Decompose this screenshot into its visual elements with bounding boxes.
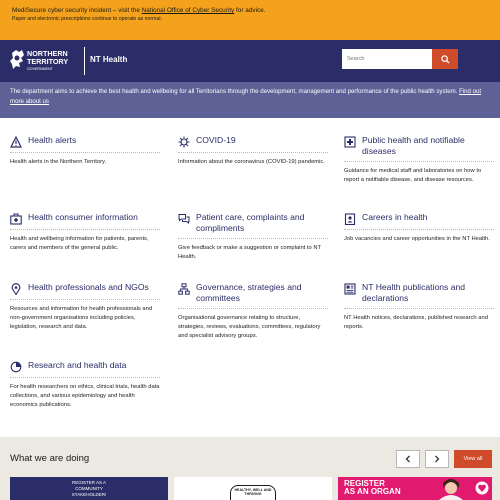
what-we-are-doing-section [0,437,500,500]
search-button[interactable] [432,49,458,69]
carousel-prev-button[interactable] [396,450,420,468]
tile-heading-line2: AS AN ORGAN [344,487,401,496]
card-description: For health researchers on ethics, clinical trials, health data collections, and various epidemiology and health economics publications. [10,384,160,408]
warning-icon [10,136,22,148]
alert-note: Paper and electronic prescriptions continue to operate as normal. [12,16,162,22]
news-tile-healthy[interactable] [174,477,332,500]
search-form [342,49,458,69]
card-header [344,282,494,309]
topic-card-health-alerts[interactable] [10,135,160,167]
donor-logo [475,481,489,495]
card-description: Health alerts in the Northern Territory. [10,159,107,165]
carousel-next-button[interactable] [425,450,449,468]
logo-divider [84,47,85,75]
card-header [178,135,328,153]
card-title[interactable]: Patient care, complaints and compliments [196,212,305,233]
card-title[interactable]: Public health and notifiable diseases [362,135,465,156]
topic-card-patient-care[interactable] [178,212,328,262]
topic-card-governance[interactable] [178,282,328,341]
card-header [178,282,328,309]
topic-card-covid19[interactable] [178,135,328,167]
tile-heading [344,480,401,496]
alert-text-end: for advice. [234,7,266,14]
medical-cross-icon [344,136,356,148]
view-all-button[interactable]: View all [454,450,492,468]
search-icon [441,55,450,64]
logo-line2: TERRITORY [27,57,69,66]
logo-line3: GOVERNMENT [27,67,53,71]
card-header [10,135,160,153]
org-chart-icon [178,283,190,295]
card-description: Resources and information for health professionals and non-government organisations including policies, legislation, research and data. [10,306,153,330]
map-pin-icon [10,283,22,295]
virus-icon [178,136,190,148]
person-photo [433,479,469,500]
id-badge-icon [344,213,356,225]
tile-line3: STAKEHOLDER! [71,492,107,497]
card-header [10,282,160,300]
tile-heading-line1: REGISTER [344,479,385,488]
card-title[interactable]: Research and health data [28,360,127,370]
chat-bubbles-icon [178,213,190,225]
tile-line1: REGISTER AS A [71,480,106,485]
intro-link[interactable]: Find out more about us [10,88,482,105]
alert-message [12,6,488,15]
card-description: NT Health notices, declarations, published research and reports. [344,315,488,330]
card-description: Job vacancies and career opportunities in the NT Health. [344,236,490,242]
news-tile-community[interactable] [10,477,168,500]
site-header [0,40,500,82]
publication-icon [344,283,356,295]
alert-link[interactable]: National Office of Cyber Security [141,7,235,14]
card-header [344,135,494,162]
news-tile-organ-donor[interactable] [338,477,492,500]
intro-text: The department aims to achieve the best health and wellbeing for all Territorians through the development, management and performance of the public health system. [10,88,460,95]
card-title[interactable]: Health professionals and NGOs [28,282,149,292]
logo-line1: NORTHERN [27,49,68,58]
site-name[interactable]: NT Health [90,55,128,64]
tile-badge: HEALTHY, WELL AND THRIVING [230,485,276,500]
topic-card-public-health[interactable] [344,135,494,185]
tile-line2: COMMUNITY [75,486,103,491]
topic-card-research[interactable] [10,360,160,410]
card-description: Organisational governance relating to structure, strategies, reviews, evaluations, committees, regulatory and specialist advisory groups. [178,315,321,339]
topic-card-publications[interactable] [344,282,494,332]
card-description: Information about the coronavirus (COVID-19) pandemic. [178,159,325,165]
topic-card-health-consumer[interactable] [10,212,160,253]
card-header [178,212,328,239]
alert-banner [0,0,500,40]
card-title[interactable]: NT Health publications and declarations [362,282,466,303]
section-title: What we are doing [10,453,90,464]
card-title[interactable]: Careers in health [362,212,428,222]
chevron-left-icon [404,455,412,463]
card-description: Give feedback or make a suggestion or complaint to NT Health. [178,245,321,260]
card-header [10,360,160,378]
search-input[interactable] [342,49,432,69]
card-title[interactable]: Health alerts [28,135,77,145]
topic-card-careers[interactable] [344,212,494,244]
card-title[interactable]: COVID-19 [196,135,236,145]
nt-government-logo[interactable] [10,47,86,75]
alert-text: MediSecure cyber security incident – visit the [12,7,142,14]
data-chart-icon [10,361,22,373]
card-title[interactable]: Health consumer information [28,212,138,222]
card-description: Health and wellbeing information for patients, parents, carers and members of the general public. [10,236,149,251]
intro-band [0,82,500,118]
first-aid-kit-icon [10,213,22,225]
card-title[interactable]: Governance, strategies and committees [196,282,302,303]
topic-card-health-professionals[interactable] [10,282,160,332]
card-description: Guidance for medical staff and laboratories on how to report a notifiable disease, and disease resources. [344,168,482,183]
card-header [344,212,494,230]
card-header [10,212,160,230]
chevron-right-icon [433,455,441,463]
